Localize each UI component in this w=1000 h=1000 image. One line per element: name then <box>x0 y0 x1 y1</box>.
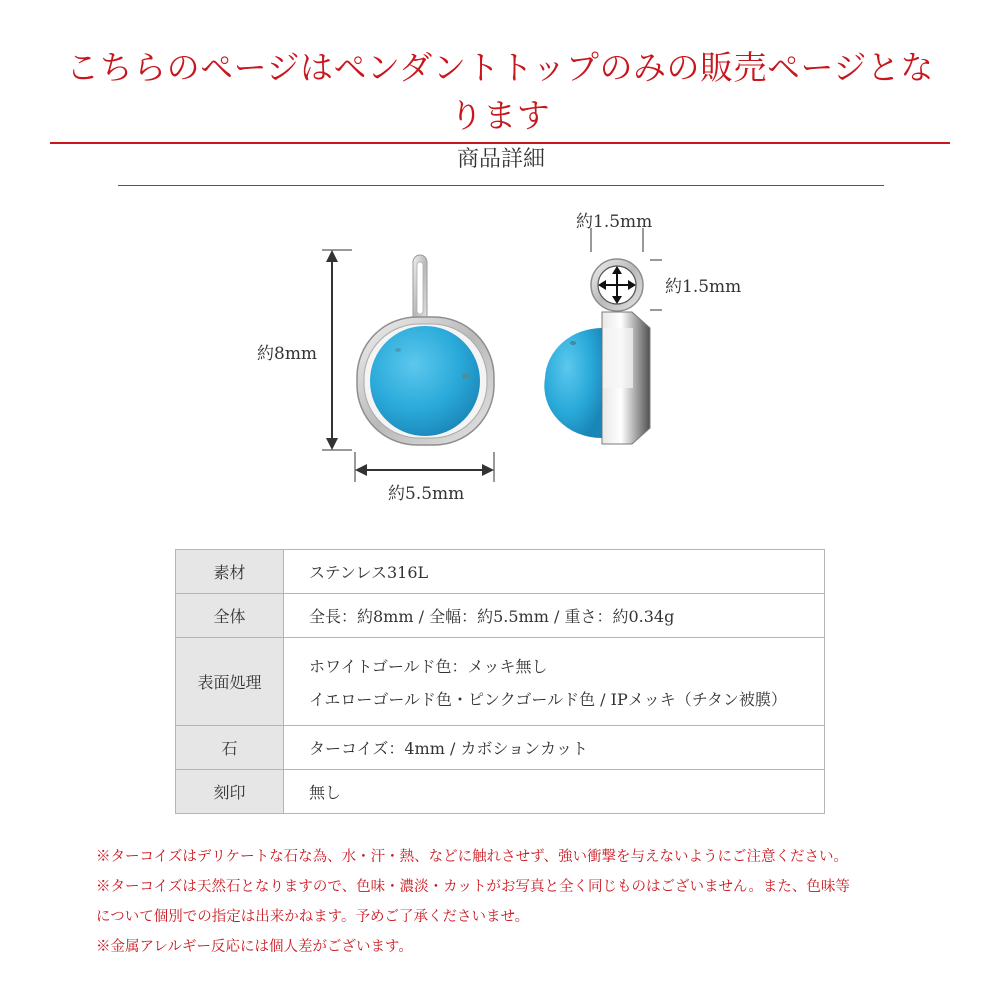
page-banner: こちらのページはペンダントトップのみの販売ページとなります <box>50 44 950 144</box>
turquoise-stone-front <box>370 326 480 436</box>
caution-notes <box>96 842 956 962</box>
table-row <box>176 770 825 814</box>
value-line: ホワイトゴールド色：メッキ無し <box>309 656 548 676</box>
note-line: について個別での指定は出来かねます。予めご了承くださいませ。 <box>96 909 530 925</box>
width-dimension <box>355 452 494 482</box>
front-view <box>357 255 494 445</box>
row-label: 石 <box>176 726 284 770</box>
width-label: 約5.5mm <box>388 484 465 504</box>
row-label: 表面処理 <box>176 638 284 726</box>
spec-table <box>175 549 825 814</box>
side-view <box>544 259 650 444</box>
table-row <box>176 638 825 726</box>
height-dimension <box>322 250 352 450</box>
note-line: ※ターコイズは天然石となりますので、色味・濃淡・カットがお写真と全く同じものはございません。また、色味等 <box>96 879 850 895</box>
table-row <box>176 726 825 770</box>
row-label: 全体 <box>176 594 284 638</box>
note-line: ※金属アレルギー反応には個人差がございます。 <box>96 939 413 955</box>
row-label: 刻印 <box>176 770 284 814</box>
row-value <box>284 638 825 726</box>
section-title: 商品詳細 <box>456 147 545 172</box>
row-value: ステンレス316L <box>284 550 825 594</box>
row-label: 素材 <box>176 550 284 594</box>
ring-top-label: 約1.5mm <box>576 212 653 232</box>
row-value: ターコイズ：4mm / カボションカット <box>284 726 825 770</box>
pendant-illustration <box>0 200 1000 520</box>
value-line: イエローゴールド色・ピンクゴールド色 / IPメッキ（チタン被膜） <box>309 689 787 709</box>
row-value: 全長：約8mm / 全幅：約5.5mm / 重さ：約0.34g <box>284 594 825 638</box>
product-diagram <box>0 200 1000 520</box>
section-divider <box>118 185 884 186</box>
row-value: 無し <box>284 770 825 814</box>
height-label: 約8mm <box>257 344 318 364</box>
table-row <box>176 594 825 638</box>
table-row <box>176 550 825 594</box>
ring-side-label: 約1.5mm <box>665 277 742 297</box>
note-line: ※ターコイズはデリケートな石な為、水・汗・熱、などに触れさせず、強い衝撃を与えないようにご注意ください。 <box>96 849 848 865</box>
